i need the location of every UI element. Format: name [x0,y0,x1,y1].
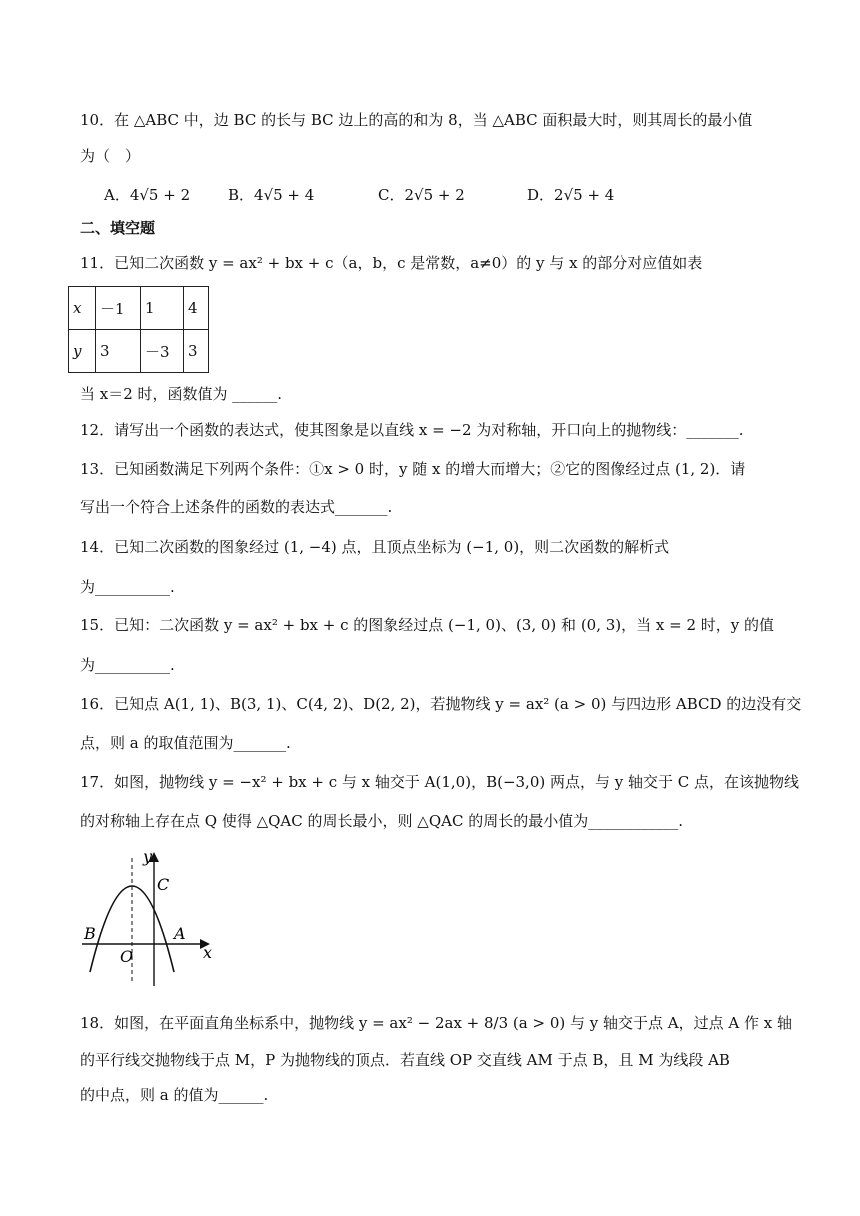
q10-option-a: A．4√5 + 2 [104,186,191,204]
q18-line-2: 的平行线交抛物线于点 M，P 为抛物线的顶点．若直线 OP 交直线 AM 于点 B，且 M 为线段 AB [80,1051,730,1069]
q10-line-1: 10．在 △ABC 中，边 BC 的长与 BC 边上的高的和为 8，当 △ABC 面积最大时，则其周长的最小值 [80,111,753,129]
q10-option-b: B．4√5 + 4 [228,186,315,204]
table-cell: 3 [184,330,209,373]
table-cell: 3 [96,330,141,373]
y-label: y [143,848,153,866]
q16-line-1: 16．已知点 A(1, 1)、B(3, 1)、C(4, 2)、D(2, 2)，若抛物线 y = ax² (a > 0) 与四边形 ABCD 的边没有交 [80,695,802,713]
q10-option-d: D．2√5 + 4 [527,186,615,204]
table-cell: 1 [141,287,184,330]
table-cell: x [69,287,96,330]
q13-line-2: 写出一个符合上述条件的函数的表达式_______. [80,498,393,516]
point-a-label: A [174,924,186,943]
q13-line-1: 13．已知函数满足下列两个条件：①x > 0 时，y 随 x 的增大而增大；②它的图像经过点 (1, 2)．请 [80,460,746,478]
q10-option-c: C．2√5 + 2 [378,186,465,204]
q16-line-2: 点，则 a 的取值范围为_______. [80,734,291,752]
x-label: x [203,943,213,962]
point-c-label: C [157,875,170,894]
section-title: 二、填空题 [80,219,156,237]
q17-line-2: 的对称轴上存在点 Q 使得 △QAC 的周长最小，则 △QAC 的周长的最小值为____________. [80,812,683,830]
table-cell: y [69,330,96,373]
q11-after: 当 x＝2 时，函数值为 ______. [80,385,283,403]
point-b-label: B [84,924,96,943]
q14-line-1: 14．已知二次函数的图象经过 (1, −4) 点，且顶点坐标为 (−1, 0)，则二次函数的解析式 [80,538,670,556]
table-cell: －3 [141,330,184,373]
q18-line-1: 18．如图，在平面直角坐标系中，抛物线 y = ax² − 2ax + 8/3 (a > 0) 与 y 轴交于点 A，过点 A 作 x 轴 [80,1014,792,1032]
q10-line-2: 为（ ） [80,147,141,165]
q15-line-1: 15．已知：二次函数 y = ax² + bx + c 的图象经过点 (−1, 0)、(3, 0) 和 (0, 3)，当 x = 2 时，y 的值 [80,616,775,634]
q17-line-1: 17．如图，抛物线 y = −x² + bx + c 与 x 轴交于 A(1,0)，B(−3,0) 两点，与 y 轴交于 C 点，在该抛物线 [80,773,800,791]
parabola-figure [76,848,226,986]
table-row-y [69,330,209,373]
origin-label: O [120,947,134,966]
table-cell: 4 [184,287,209,330]
table-row-x [69,287,209,330]
q12-text: 12．请写出一个函数的表达式，使其图象是以直线 x = −2 为对称轴，开口向上的抛物线：_______. [80,421,744,439]
q11-text: 11．已知二次函数 y = ax² + bx + c（a，b，c 是常数，a≠0）的 y 与 x 的部分对应值如表 [80,254,703,272]
q15-line-2: 为__________. [80,656,175,674]
value-table [68,286,209,373]
q14-line-2: 为__________. [80,578,175,596]
q18-line-3: 的中点，则 a 的值为______. [80,1086,269,1104]
table-cell: －1 [96,287,141,330]
